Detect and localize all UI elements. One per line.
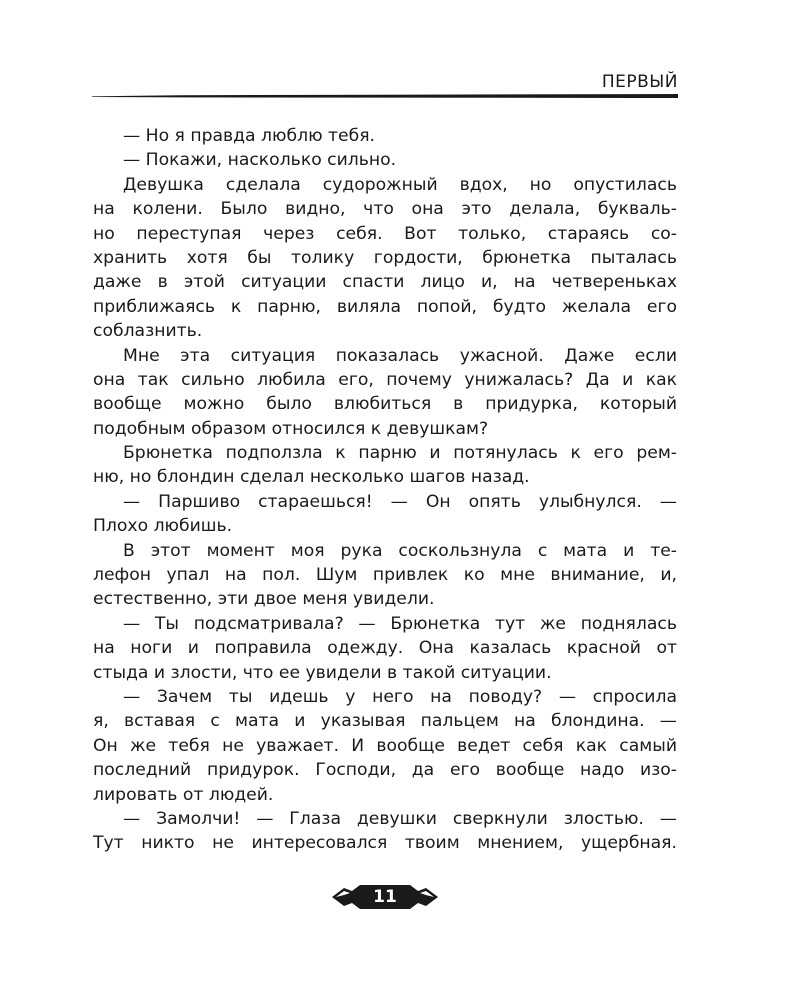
header-rule	[92, 94, 678, 98]
text-line: хранить хотя бы толику гордости, брюнетка пыталась	[93, 247, 677, 268]
text-line: Брюнетка подползла к парню и потянулась к его рем-	[123, 443, 677, 464]
text-line: — Паршиво стараешься! — Он опять улыбнулся. —	[123, 491, 677, 512]
text-line: на ноги и поправила одежду. Она казалась красной от	[93, 638, 677, 659]
text-line: лефон упал на пол. Шум привлек ко мне внимание, и,	[93, 565, 677, 586]
text-line: она так сильно любила его, почему унижалась? Да и как	[93, 369, 677, 390]
text-line: Он же тебя не уважает. И вообще ведет себя как самый	[93, 735, 677, 756]
text-line: стыда и злости, что ее увидели в такой ситуации.	[93, 662, 552, 683]
page-number-badge	[330, 882, 440, 912]
page-number: 11	[373, 887, 397, 907]
text-line: лировать от людей.	[93, 784, 274, 805]
text-line: на колени. Было видно, что она это делала, букваль-	[93, 199, 677, 220]
text-line: — Ты подсматривала? — Брюнетка тут же поднялась	[123, 613, 677, 634]
text-line: вообще можно было влюбиться в придурка, который	[93, 394, 677, 415]
text-line: — Зачем ты идешь у него на поводу? — спросила	[123, 686, 677, 707]
text-line: Девушка сделала судорожный вдох, но опустилась	[123, 174, 677, 195]
text-line: приближаясь к парню, виляла попой, будто желала его	[93, 296, 677, 317]
text-line: естественно, эти двое меня увидели.	[93, 589, 435, 610]
text-line: Тут никто не интересовался твоим мнением, ущербная.	[93, 833, 677, 854]
text-line: — Покажи, насколько сильно.	[123, 150, 397, 171]
text-line: Плохо любишь.	[93, 516, 233, 537]
text-line: подобным образом относился к девушкам?	[93, 418, 489, 439]
running-head: ПЕРВЫЙ	[601, 72, 678, 92]
text-line: В этот момент моя рука соскользнула с мата и те-	[123, 540, 677, 561]
text-line: я, вставая с мата и указывая пальцем на блондина. —	[93, 711, 677, 732]
text-line: — Но я правда люблю тебя.	[123, 126, 376, 146]
text-line: последний придурок. Господи, да его вообще надо изо-	[93, 760, 677, 781]
body-text	[93, 124, 677, 856]
text-line: ню, но блондин сделал несколько шагов назад.	[93, 467, 530, 488]
text-line: соблазнить.	[93, 321, 203, 342]
text-line: — Замолчи! — Глаза девушки сверкнули злостью. —	[123, 808, 677, 829]
text-line: даже в этой ситуации спасти лицо и, на четвереньках	[93, 272, 677, 293]
text-line: Мне эта ситуация показалась ужасной. Даже если	[123, 345, 677, 366]
text-line: но переступая через себя. Вот только, стараясь со-	[93, 223, 677, 244]
